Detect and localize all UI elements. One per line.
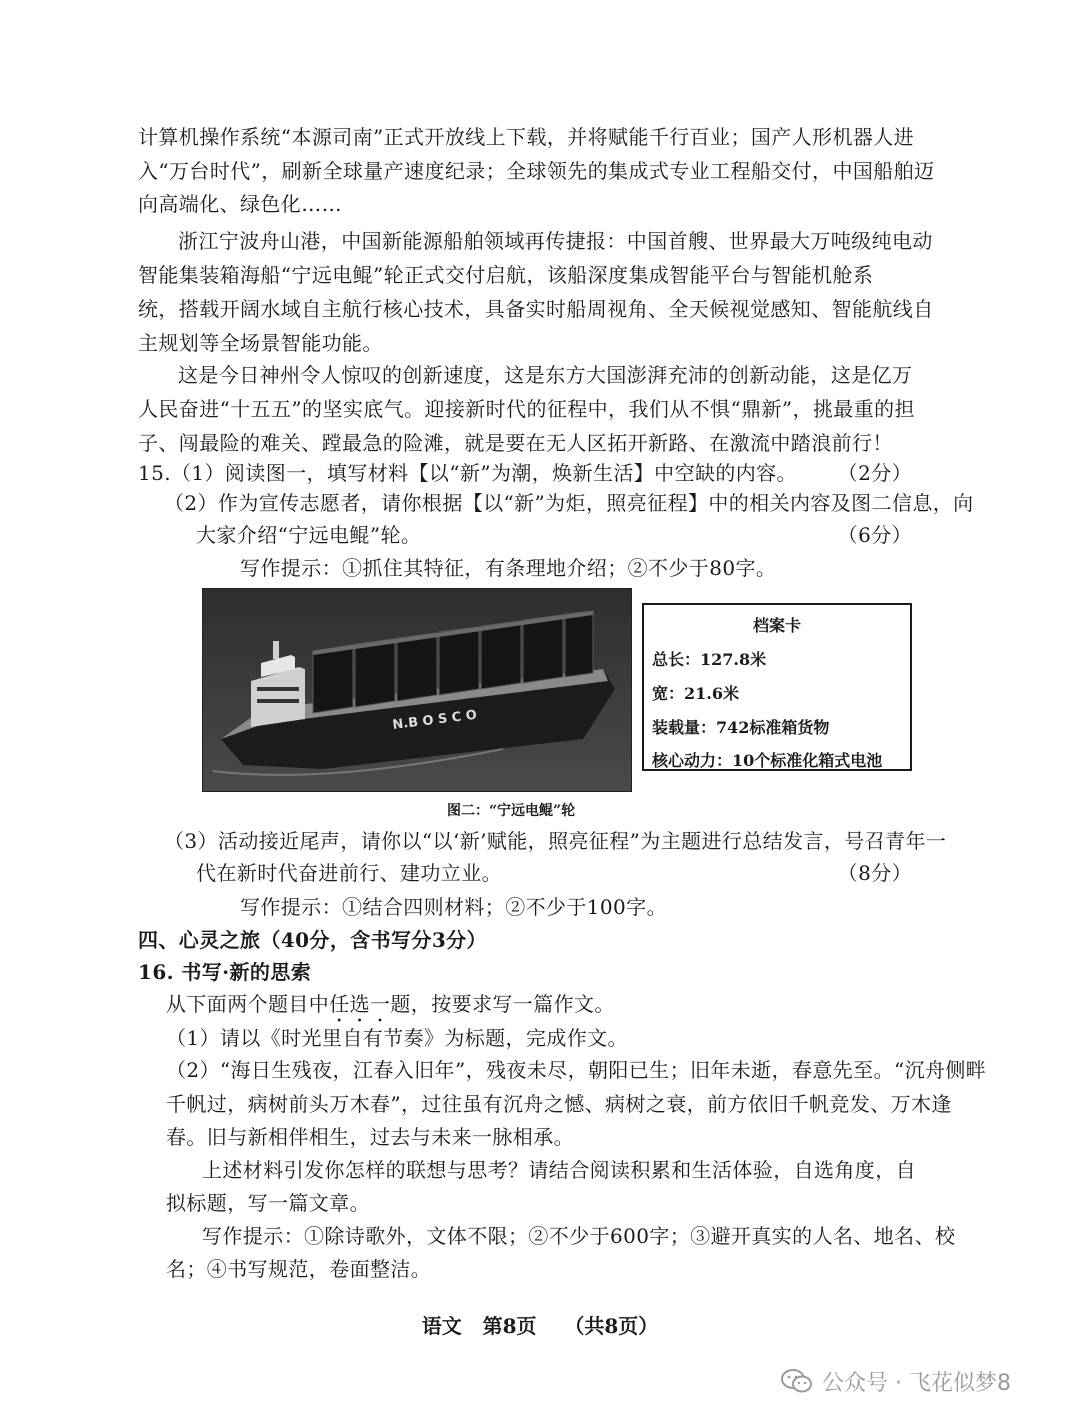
page-footer: 语文 第8页 （共8页） — [421, 1314, 659, 1338]
writing-tip: 写作提示：①结合四则材料；②不少于100字。 — [240, 895, 667, 919]
body-text-line: 人民奋进“十五五”的坚实底气。迎接新时代的征程中，我们从不惧“鼎新”，挑最重的担 — [138, 397, 915, 421]
question-text: 15.（1）阅读图一，填写材料【以“新”为潮，焕新生活】中空缺的内容。 — [138, 461, 797, 485]
instruction-emphasis: 任选一 — [329, 992, 391, 1016]
instruction-text: 从下面两个题目中 — [166, 992, 330, 1016]
essay-option-2: 春。旧与新相伴相生，过去与未来一脉相承。 — [166, 1125, 574, 1149]
body-text-line: 子、闯最险的难关、蹚最急的险滩，就是要在无人区拓开新路、在激流中踏浪前行！ — [138, 431, 893, 455]
instruction-text: 题，按要求写一篇作文。 — [390, 992, 615, 1016]
question-15-part-2-cont — [196, 520, 912, 550]
container-ship-icon — [203, 589, 631, 791]
essay-option-2: （2）“海日生残夜，江春入旧年”，残夜未尽，朝阳已生；旧年未逝，春意先至。“沉舟侧畔 — [166, 1058, 987, 1082]
wechat-icon — [780, 1367, 814, 1395]
archive-card — [642, 603, 912, 771]
body-text-line: 计算机操作系统“本源司南”正式开放线上下载，并将赋能千行百业；国产人形机器人进 — [138, 125, 915, 149]
essay-prompt: 上述材料引发你怎样的联想与思考？请结合阅读积累和生活体验，自选角度，自 — [202, 1158, 916, 1182]
card-row-length: 总长：127.8米 — [652, 650, 767, 669]
body-text-line: 智能集装箱海船“宁远电鲲”轮正式交付启航，该船深度集成智能平台与智能机舱系 — [138, 263, 874, 287]
question-15-part-3-cont — [196, 858, 912, 888]
points-label: （6分） — [837, 523, 912, 547]
figure-caption: 图二：“宁远电鲲”轮 — [447, 803, 576, 819]
body-text-line: 统，搭载开阔水域自主航行核心技术，具备实时船周视角、全天候视觉感知、智能航线自 — [138, 297, 934, 321]
body-text-line: 主规划等全场景智能功能。 — [138, 331, 383, 355]
body-text-line: 浙江宁波舟山港，中国新能源船舶领域再传捷报：中国首艘、世界最大万吨级纯电动 — [178, 229, 933, 253]
watermark-text: 公众号 · 飞花似梦8 — [822, 1370, 1011, 1396]
essay-prompt: 拟标题，写一篇文章。 — [166, 1191, 370, 1215]
hull-lettering: N.B O S C O — [391, 707, 478, 733]
body-text-line: 向高端化、绿色化…… — [138, 192, 342, 216]
essay-option-1: （1）请以《时光里自有节奏》为标题，完成作文。 — [166, 1026, 628, 1050]
card-row-capacity: 装载量：742标准箱货物 — [652, 718, 830, 737]
points-label: （2分） — [837, 461, 912, 485]
question-text: 代在新时代奋进前行、建功立业。 — [196, 861, 502, 885]
body-text-line: 这是今日神州令人惊叹的创新速度，这是东方大国澎湃充沛的创新动能，这是亿万 — [178, 363, 913, 387]
essay-option-2: 千帆过，病树前头万木春”，过往虽有沉舟之憾、病树之衰，前方依旧千帆竞发、万木逢 — [166, 1092, 952, 1116]
card-row-power: 核心动力：10个标准化箱式电池 — [652, 751, 883, 770]
watermark — [780, 1366, 1011, 1396]
question-15-part-3: （3）活动接近尾声，请你以“以‘新’赋能，照亮征程”为主题进行总结发言，号召青年一 — [164, 829, 947, 853]
question-15-part-2: （2）作为宣传志愿者，请你根据【以“新”为炬，照亮征程】中的相关内容及图二信息，向 — [164, 491, 974, 515]
card-title: 档案卡 — [752, 616, 801, 635]
card-row-width: 宽：21.6米 — [652, 684, 739, 703]
section-heading: 四、心灵之旅（40分，含书写分3分） — [138, 928, 487, 952]
writing-tip: 写作提示：①抓住其特征，有条理地介绍；②不少于80字。 — [240, 556, 777, 580]
question-text: 大家介绍“宁远电鲲”轮。 — [196, 523, 422, 547]
question-16-title: 16. 书写·新的思索 — [138, 960, 312, 984]
writing-tip: 名；④书写规范，卷面整洁。 — [166, 1257, 432, 1281]
points-label: （8分） — [837, 861, 912, 885]
essay-instruction — [166, 989, 615, 1027]
question-15-part-1 — [138, 458, 912, 488]
writing-tip: 写作提示：①除诗歌外，文体不限；②不少于600字；③避开真实的人名、地名、校 — [202, 1224, 956, 1248]
ship-photo — [202, 588, 632, 792]
body-text-line: 入“万台时代”，刷新全球量产速度纪录；全球领先的集成式专业工程船交付，中国船舶迈 — [138, 159, 935, 183]
